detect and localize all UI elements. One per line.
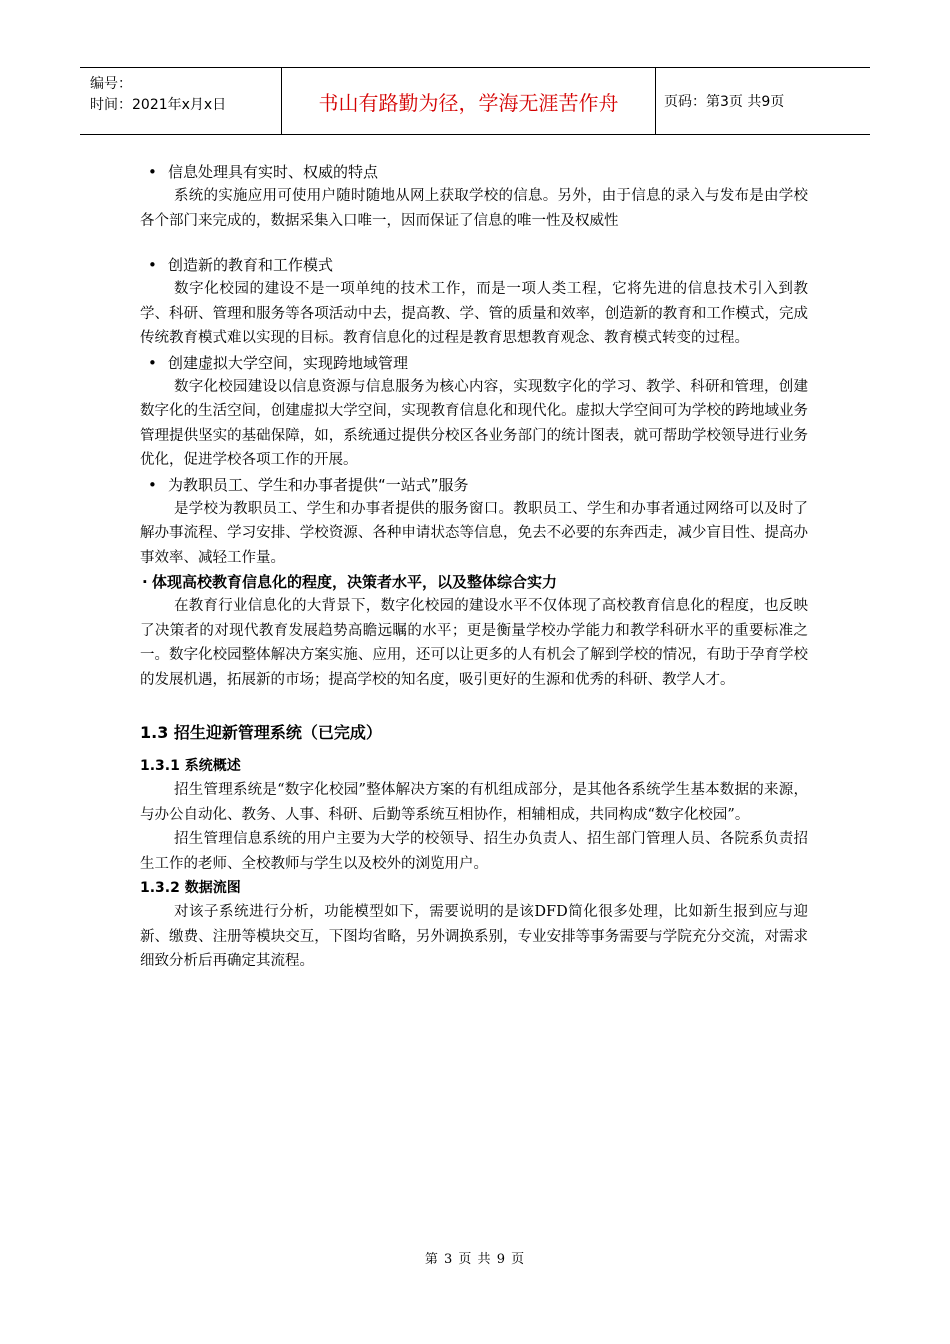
bullet-heading-virtual-campus — [148, 351, 808, 375]
page-header — [80, 67, 870, 135]
heading-text: 体现高校教育信息化的程度，决策者水平，以及整体综合实力 — [152, 573, 558, 591]
heading-text: 创造新的教育和工作模式 — [168, 256, 334, 274]
heading-text: 为教职员工、学生和办事者提供“一站式”服务 — [168, 475, 469, 494]
paragraph-overview-1: 招生管理系统是“数字化校园”整体解决方案的有机组成部分，是其他各系统学生基本数据的来源，与办公自动化、教务、人事、科研、后勤等系统互相协作，相辅相成，共同构成“数字化校园”。 — [140, 782, 808, 823]
paragraph-virtual-campus: 数字化校园建设以信息资源与信息服务为核心内容，实现数字化的学习、教学、科研和管理，创建数字化的生活空间，创建虚拟大学空间，实现教育信息化和现代化。虚拟大学空间可为学校的跨地域业务管理提供坚实的基础保障，如，系统通过提供分校区各业务部门的统计图表，就可帮助学校领导进行业务优化，促进学校各项工作的开展。 — [140, 378, 808, 468]
paragraph-dfd: 对该子系统进行分析，功能模型如下，需要说明的是该DFD简化很多处理，比如新生报到应与迎新、缴费、注册等模块交互，下图均省略，另外调换系别，专业安排等事务需要与学院充分交流，对需求细致分析后再确定其流程。 — [140, 904, 808, 969]
section-title-1-3-2: 1.3.2 数据流图 — [140, 880, 241, 896]
bullet-heading-strength — [142, 570, 808, 594]
section-title-1-3-1: 1.3.1 系统概述 — [140, 758, 241, 774]
doc-date-label: 时间：2021年x月x日 — [90, 97, 227, 113]
paragraph-realtime: 系统的实施应用可使用户随时随地从网上获取学校的信息。另外，由于信息的录入与发布是由学校各个部门来完成的，数据采集入口唯一，因而保证了信息的唯一性及权威性 — [140, 188, 808, 229]
doc-number-label: 编号： — [90, 76, 132, 92]
heading-text: 创建虚拟大学空间，实现跨地域管理 — [168, 353, 409, 372]
page-footer: 第 3 页 共 9 页 — [424, 1252, 526, 1267]
section-title-1-3: 1.3 招生迎新管理系统（已完成） — [140, 723, 382, 742]
heading-text: 信息处理具有实时、权威的特点 — [168, 163, 379, 181]
document-body — [140, 160, 808, 974]
header-info — [80, 68, 282, 134]
bullet-icon: • — [148, 163, 157, 181]
spacer — [140, 233, 808, 253]
header-motto: 书山有路勤为径，学海无涯苦作舟 — [282, 68, 656, 134]
bullet-icon: • — [148, 353, 157, 372]
bullet-icon: • — [148, 256, 157, 274]
header-page-label: 页码：第3页 共9页 — [664, 94, 785, 110]
paragraph-overview-2: 招生管理信息系统的用户主要为大学的校领导、招生办负责人、招生部门管理人员、各院系负责招生工作的老师、全校教师与学生以及校外的浏览用户。 — [140, 831, 808, 872]
paragraph-one-stop: 是学校为教职员工、学生和办事者提供的服务窗口。教职员工、学生和办事者通过网络可以及时了解办事流程、学习安排、学校资源、各种申请状态等信息，免去不必要的东奔西走，减少盲目性、提高办事效率、减轻工作量。 — [140, 500, 808, 566]
bullet-heading-realtime — [148, 160, 808, 184]
bullet-icon: · — [142, 573, 148, 591]
paragraph-new-model: 数字化校园的建设不是一项单纯的技术工作，而是一项人类工程，它将先进的信息技术引入到教学、科研、管理和服务等各项活动中去，提高教、学、管的质量和效率，创造新的教育和工作模式，完成传统教育模式难以实现的目标。教育信息化的过程是教育思想教育观念、教育模式转变的过程。 — [140, 281, 808, 346]
bullet-heading-new-model — [148, 253, 808, 277]
paragraph-strength: 在教育行业信息化的大背景下，数字化校园的建设水平不仅体现了高校教育信息化的程度，也反映了决策者的对现代教育发展趋势高瞻远瞩的水平；更是衡量学校办学能力和教学科研水平的重要标准之一。数字化校园整体解决方案实施、应用，还可以让更多的人有机会了解到学校的情况，有助于孕育学校的发展机遇，拓展新的市场；提高学校的知名度，吸引更好的生源和优秀的科研、教学人才。 — [140, 598, 808, 688]
bullet-icon: • — [148, 475, 157, 494]
bullet-heading-one-stop — [148, 473, 808, 497]
